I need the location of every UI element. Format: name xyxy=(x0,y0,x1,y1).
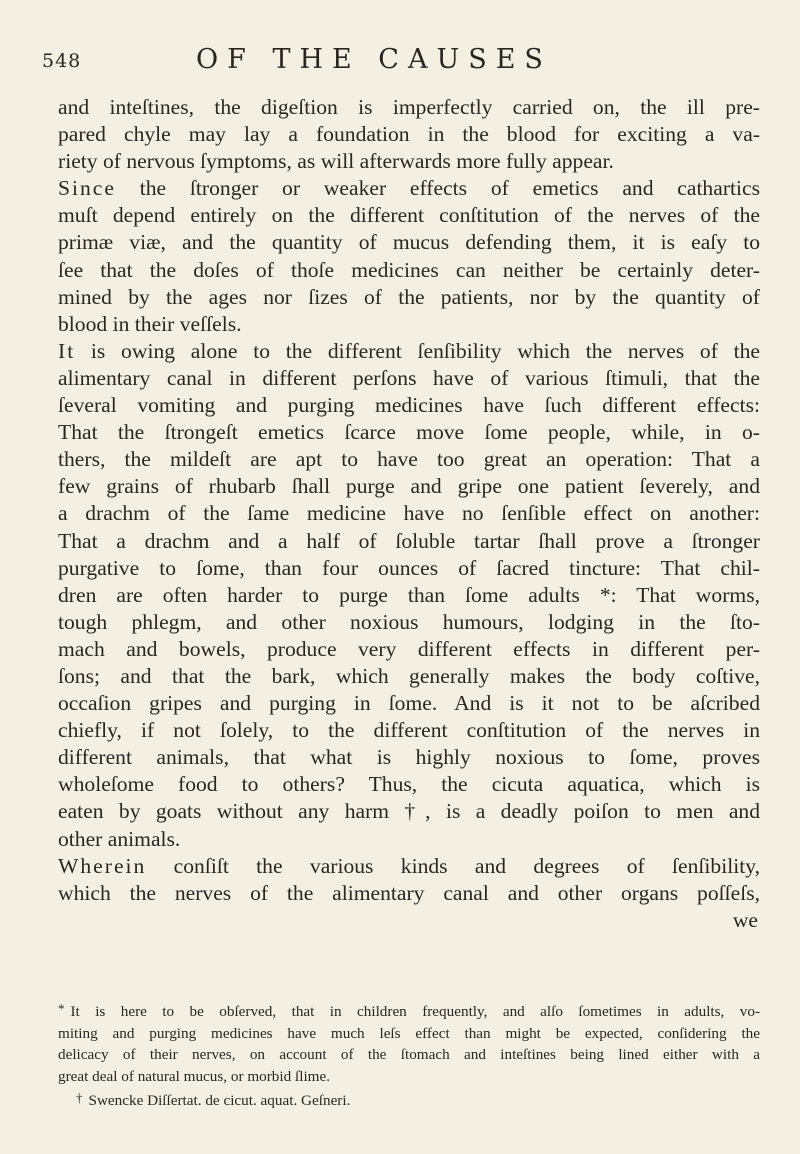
footnote xyxy=(58,1087,760,1112)
footnote-text: It is here to be obſerved, that in children frequently, and alſo ſometimes in adults, vo- xyxy=(70,1003,760,1020)
text-line: wholeſome food to others? Thus, the cicuta aquatica, which is xyxy=(58,772,760,797)
page-header xyxy=(0,40,800,80)
text-line: pared chyle may lay a foundation in the blood for exciting a va- xyxy=(58,122,760,147)
text-line-rest: conſiſt the various kinds and degrees of ſenſibility, xyxy=(146,853,760,878)
text-line: occaſion gripes and purging in ſome. And is it not to be aſcribed xyxy=(58,691,760,716)
text-line: ſeveral vomiting and purging medicines have ſuch different effects: xyxy=(58,393,760,418)
running-head: OF THE CAUSES xyxy=(196,44,552,75)
text-line xyxy=(58,338,760,365)
text-line xyxy=(58,853,760,880)
catchword: we xyxy=(732,907,758,932)
text-line: That the ſtrongeſt emetics ſcarce move ſome people, while, in o- xyxy=(58,420,760,445)
paragraph-4 xyxy=(58,853,760,907)
footnote-line xyxy=(76,1087,760,1112)
text-line: ſons; and that the bark, which generally makes the body coſtive, xyxy=(58,663,760,688)
text-line: other animals. xyxy=(58,826,181,851)
text-line: alimentary canal in different perſons have of various ſtimuli, that the xyxy=(58,365,760,390)
text-line: primæ viæ, and the quantity of mucus defending them, it is eaſy to xyxy=(58,230,760,255)
footnote-line: miting and purging medicines have much leſs effect than might be expected, conſidering the xyxy=(58,1024,760,1042)
text-line: ſee that the doſes of thoſe medicines can neither be certainly deter- xyxy=(58,257,760,282)
body-text xyxy=(58,94,760,934)
text-line: tough phlegm, and other noxious humours, lodging in the ſto- xyxy=(58,609,760,634)
text-line: thers, the mildeſt are apt to have too great an operation: That a xyxy=(58,447,760,472)
paragraph-2 xyxy=(58,175,760,338)
text-line: purgative to ſome, than four ounces of ſacred tincture: That chil- xyxy=(58,555,760,580)
text-line-rest: is owing alone to the different ſenſibility which the nerves of the xyxy=(75,338,760,363)
text-line: and inteſtines, the digeſtion is imperfectly carried on, the ill pre- xyxy=(58,95,760,119)
text-line: different animals, that what is highly noxious to ſome, proves xyxy=(58,745,760,770)
footnote-mark: * xyxy=(58,1001,65,1016)
paragraph-lead-word: It xyxy=(58,338,76,363)
text-line: chiefly, if not ſolely, to the different conſtitution of the nerves in xyxy=(58,718,760,743)
paragraph-1 xyxy=(58,94,760,175)
text-line: a drachm of the ſame medicine have no ſenſible effect on another: xyxy=(58,501,760,526)
footnote-text: Swencke Diſſertat. de cicut. aquat. Geſneri. xyxy=(88,1092,351,1109)
text-line: mined by the ages nor ſizes of the patients, nor by the quantity of xyxy=(58,284,760,309)
text-line-rest: the ſtronger or weaker effects of emetics and cathartics xyxy=(115,176,760,201)
text-line: few grains of rhubarb ſhall purge and gripe one patient ſeverely, and xyxy=(58,474,760,499)
text-line: which the nerves of the alimentary canal and other organs poſſeſs, xyxy=(58,880,760,905)
footnote-mark: † xyxy=(76,1090,83,1105)
text-line: riety of nervous ſymptoms, as will afterwards more fully appear. xyxy=(58,149,614,174)
text-line: muſt depend entirely on the different conſtitution of the nerves of the xyxy=(58,203,760,228)
page-number: 548 xyxy=(42,50,82,72)
text-line: eaten by goats without any harm †, is a deadly poiſon to men and xyxy=(58,799,760,824)
footnote xyxy=(58,998,760,1087)
text-line: dren are often harder to purge than ſome adults *: That worms, xyxy=(58,582,760,607)
paragraph-lead-word: Since xyxy=(58,176,116,201)
footnote-line: great deal of natural mucus, or morbid ſlime. xyxy=(58,1067,331,1085)
paragraph-3 xyxy=(58,338,760,853)
footnote-line xyxy=(58,998,760,1023)
text-line: blood in their veſſels. xyxy=(58,311,242,336)
footnotes xyxy=(58,998,760,1112)
footnote-line: delicacy of their nerves, on account of the ſtomach and inteſtines being lined either with a xyxy=(58,1046,760,1063)
paragraph-lead-word: Wherein xyxy=(58,853,147,878)
text-line: That a drachm and a half of ſoluble tartar ſhall prove a ſtronger xyxy=(58,528,760,553)
text-line xyxy=(58,175,760,202)
text-line: mach and bowels, produce very different effects in different per- xyxy=(58,636,760,661)
